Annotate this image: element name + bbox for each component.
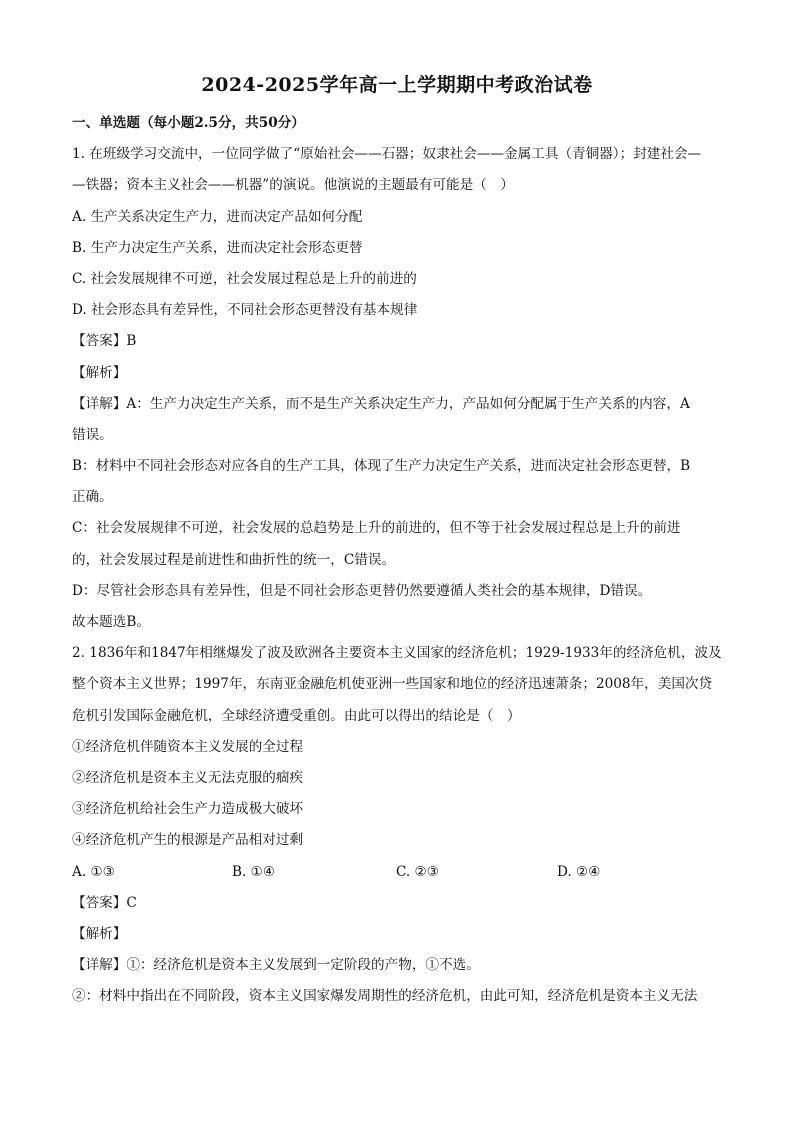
page-title: 2024-2025学年高一上学期期中考政治试卷	[201, 74, 593, 96]
q1-analysis-label: 【解析】	[72, 364, 127, 381]
q1-detail-line-7: D：尽管社会形态具有差异性，但是不同社会形态更替仍然要遵循人类社会的基本规律，D错误。	[72, 582, 652, 599]
section-heading: 一、单选题（每小题2.5分，共50分）	[72, 115, 305, 131]
q1-stem-line-2: —铁器；资本主义社会——机器”的演说。他演说的主题最有可能是（ ）	[72, 177, 514, 194]
q1-answer: 【答案】B	[72, 333, 137, 350]
q2-stem-line-3: 危机引发国际金融危机，全球经济遭受重创。由此可以得出的结论是（ ）	[72, 707, 521, 724]
q2-analysis-label: 【解析】	[72, 925, 127, 942]
q1-option-d: D. 社会形态具有差异性，不同社会形态更替没有基本规律	[72, 302, 418, 319]
q2-options-row	[72, 857, 722, 888]
q1-detail-line-4: 正确。	[72, 489, 113, 506]
q2-stem-line-2: 整个资本主义世界；1997年，东南亚金融危机使亚洲一些国家和地位的经济迅速萧条；2008年，美国次贷	[72, 676, 713, 693]
question-2	[72, 638, 722, 1012]
q1-detail-line-1: 【详解】A：生产力决定生产关系，而不是生产关系决定生产力，产品如何分配属于生产关系的内容，A	[72, 395, 690, 412]
q1-detail-line-5: C：社会发展规律不可逆，社会发展的总趋势是上升的前进的，但不等于社会发展过程总是上升的前进	[72, 520, 681, 537]
q1-conclusion: 故本题选B。	[72, 614, 150, 630]
q1-stem-line-1: 1. 在班级学习交流中，一位同学做了“原始社会——石器；奴隶社会——金属工具（青铜器）；封建社会—	[72, 146, 702, 163]
q1-detail-line-2: 错误。	[72, 426, 113, 443]
q2-option-b: B. ①④	[232, 863, 276, 880]
question-1	[72, 139, 722, 638]
q1-detail-line-3: B：材料中不同社会形态对应各自的生产工具，体现了生产力决定生产关系，进而决定社会形态更替，B	[72, 458, 691, 475]
q2-item-2: ②经济危机是资本主义无法克服的痼疾	[72, 769, 304, 786]
q2-detail-line-1: 【详解】①：经济危机是资本主义发展到一定阶段的产物，①不选。	[72, 957, 480, 974]
q2-item-3: ③经济危机给社会生产力造成极大破坏	[72, 801, 304, 818]
q2-detail-line-2: ②：材料中指出在不同阶段，资本主义国家爆发周期性的经济危机，由此可知，经济危机是资本主义无法	[72, 988, 698, 1005]
q2-answer: 【答案】C	[72, 894, 137, 911]
q1-option-c: C. 社会发展规律不可逆，社会发展过程总是上升的前进的	[72, 270, 417, 287]
q1-option-b: B. 生产力决定生产关系，进而决定社会形态更替	[72, 239, 363, 256]
q1-option-a: A. 生产关系决定生产力，进而决定产品如何分配	[72, 208, 363, 225]
q2-item-1: ①经济危机伴随资本主义发展的全过程	[72, 738, 304, 755]
q2-item-4: ④经济危机产生的根源是产品相对过剩	[72, 832, 304, 849]
q2-stem-line-1: 2. 1836年和1847年相继爆发了波及欧洲各主要资本主义国家的经济危机；1929-1933年的经济危机，波及	[72, 645, 722, 662]
document-body	[72, 108, 722, 1012]
q2-option-c: C. ②③	[396, 863, 439, 880]
q1-detail-line-6: 的，社会发展过程是前进性和曲折性的统一，C错误。	[72, 551, 396, 568]
q2-option-a: A. ①③	[72, 863, 115, 880]
q2-option-d: D. ②④	[557, 863, 601, 880]
